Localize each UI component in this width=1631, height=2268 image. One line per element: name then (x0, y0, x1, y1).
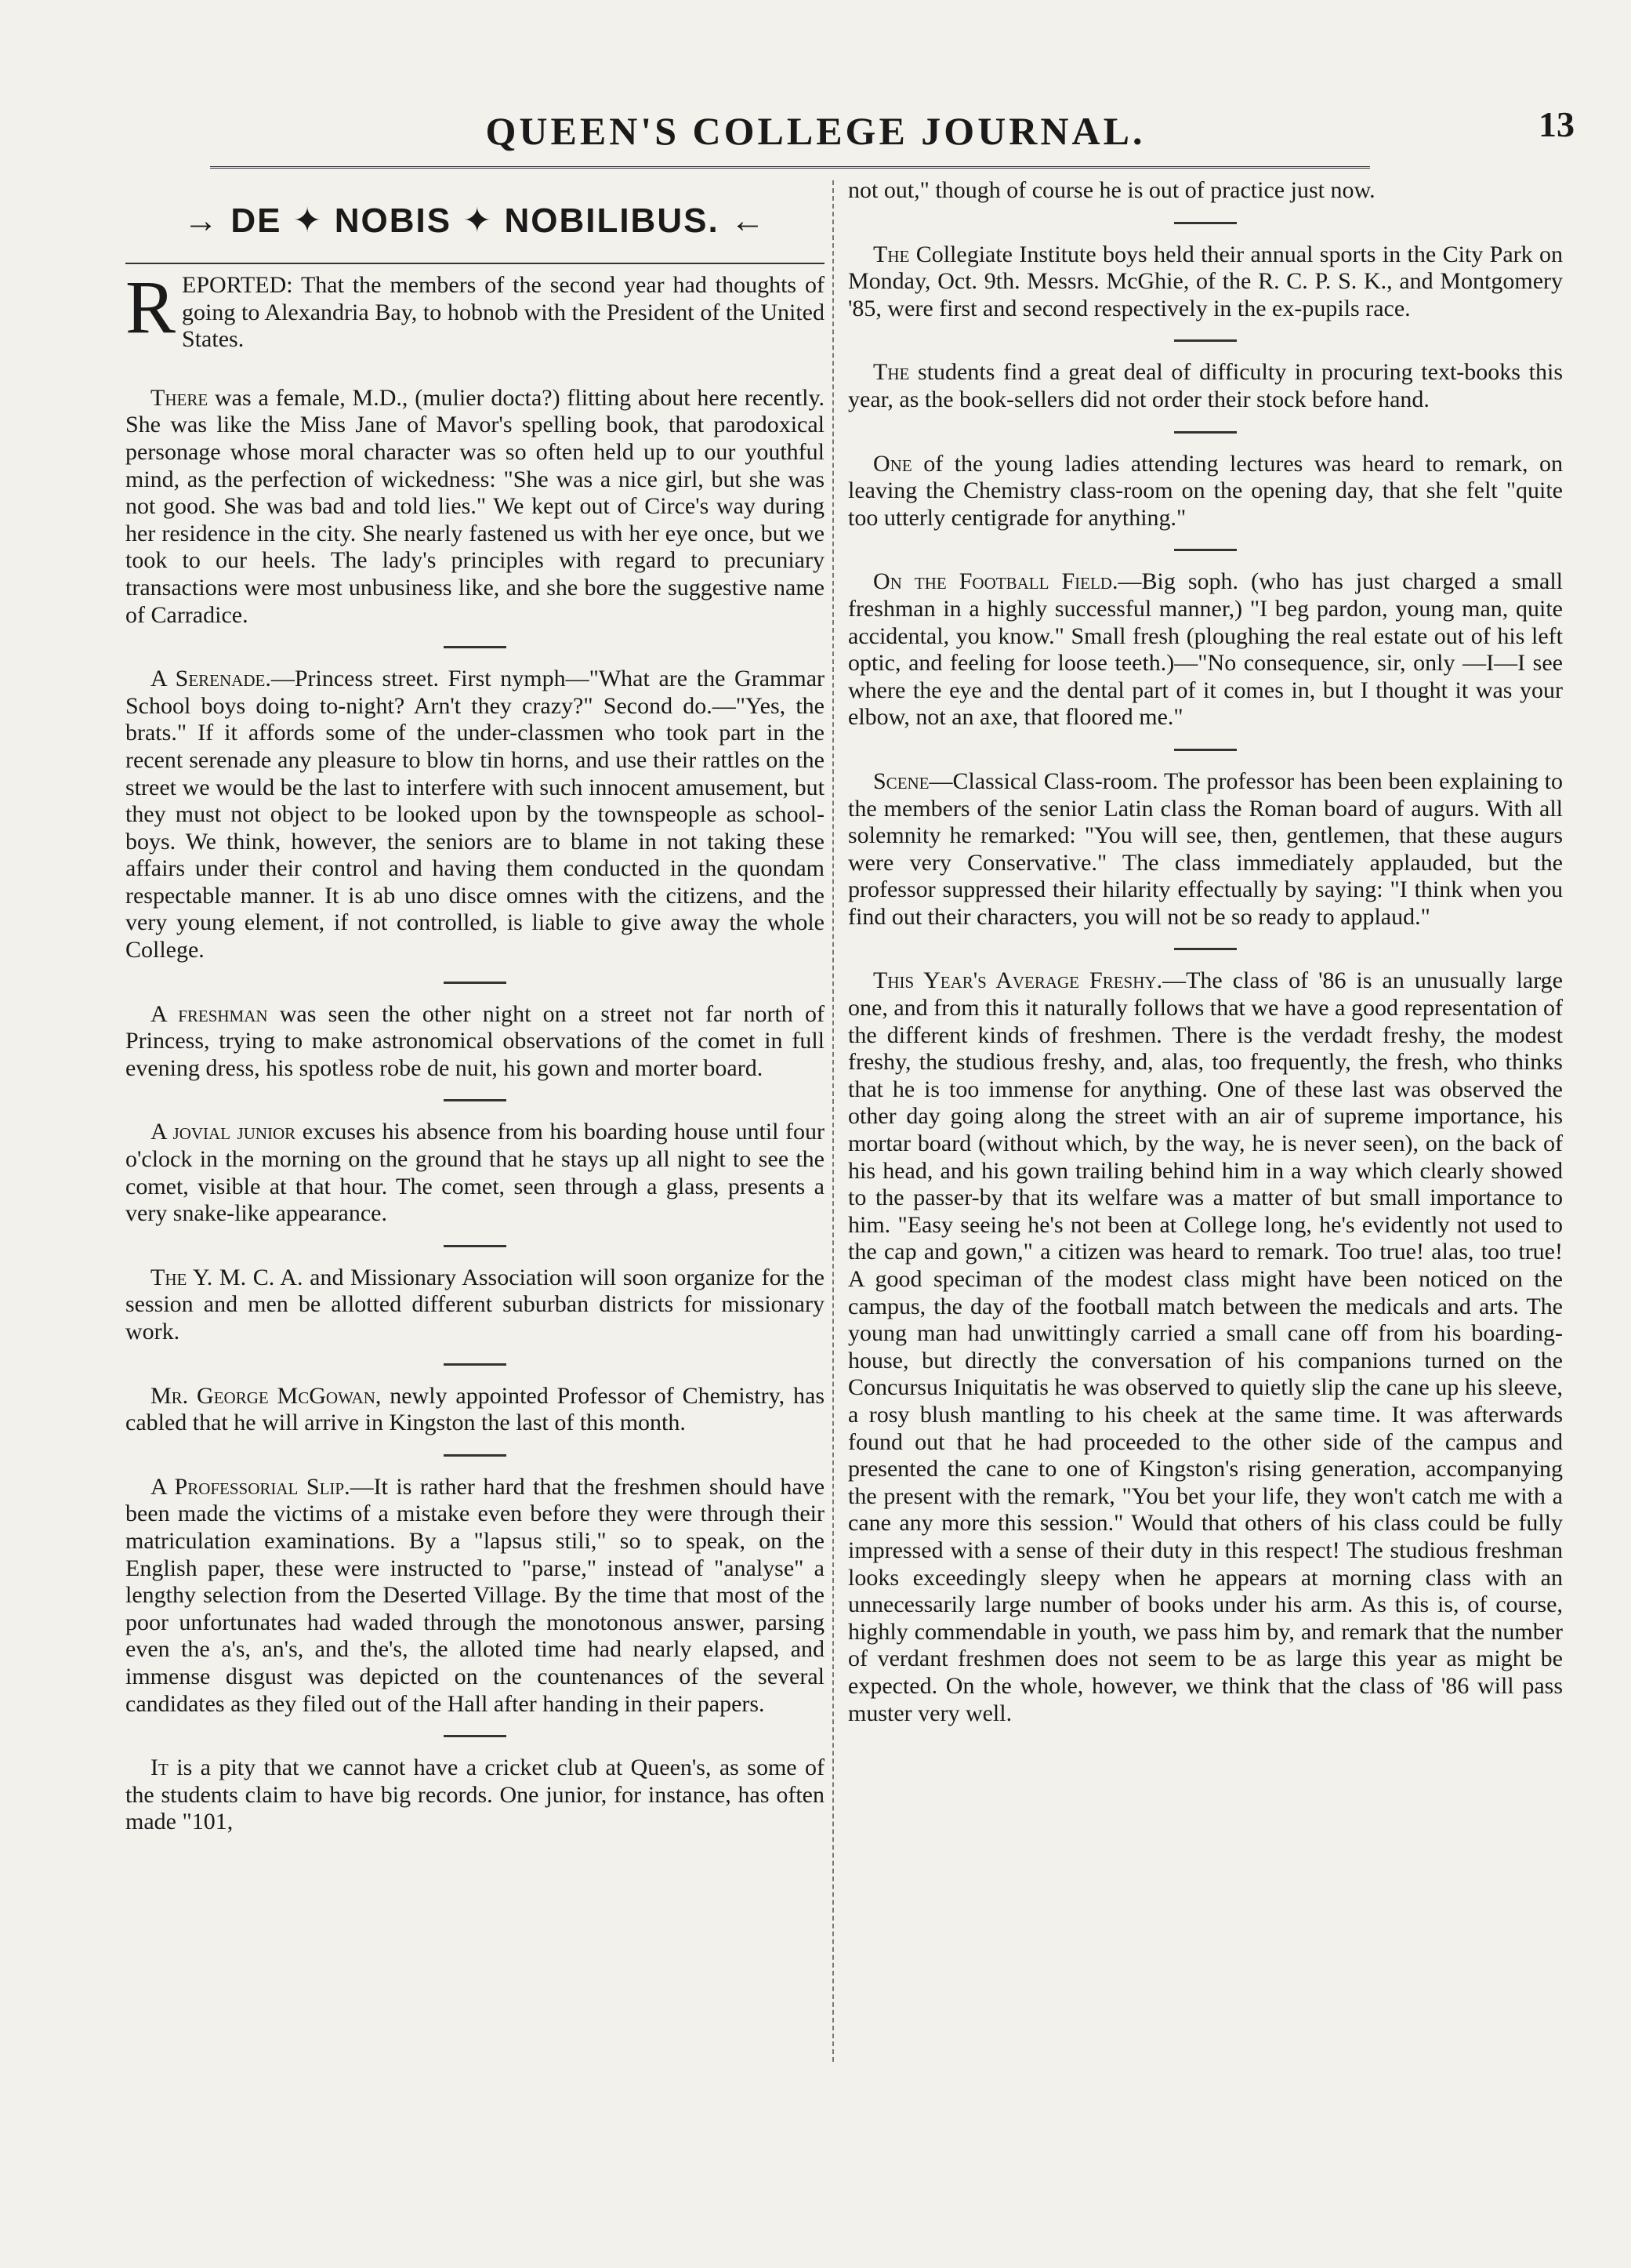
paragraph-text: —It is rather hard that the freshmen should have been made the victims of a mistake even before they were through their matriculation examinations. By a "lapsus stili," so to speak, on the English paper, these were instructed to "parse," instead of "analyse" a lengthy selection from the Deserted Village. By the time that most of the poor unfortunates had waded through the monotonous answer, parsing even the a's, an's, and the's, the alloted time had nearly elapsed, and immense disgust was depicted on the countenances of the several candidates as they filed out of the Hall after handing in their papers. (125, 1473, 825, 1717)
item-separator (1174, 222, 1237, 224)
paragraph-lead: A jovial junior (150, 1119, 296, 1145)
paragraph-text: —Princess street. First nymph—"What are the Grammar School boys doing to-night? Arn't they crazy?" Second do.—"Yes, the brats." If it affords some of the under-classmen who took part in the recent serenade any pleasure to blow tin horns, and use their rattles on the street we would be the last to interfere with such innocent amusement, but they must not object to be looked upon by the townspeople as school-boys. We think, however, the seniors are to blame in not taking these affairs under their control and having them conducted in the quondam respectable manner. It is ab uno disce omnes with the citizens, and the very young element, if not controlled, is liable to give away the whole College. (125, 666, 825, 963)
paragraph-lead: One (873, 450, 912, 477)
paragraph-serenade (125, 666, 825, 964)
right-column (848, 177, 1563, 1727)
running-head: QUEEN'S COLLEGE JOURNAL. (485, 109, 1146, 153)
paragraph-lead: This Year's Average Freshy. (873, 967, 1163, 994)
paragraph-lead: Mr. George McGowan, (150, 1382, 382, 1409)
paragraph-text: is a pity that we cannot have a cricket club at Queen's, as some of the students claim to have big records. One junior, for instance, has often made "101, (125, 1755, 825, 1835)
item-separator (444, 1245, 506, 1247)
paragraph-average-freshy (848, 967, 1563, 1727)
paragraph-lead: A Professorial Slip. (150, 1473, 350, 1500)
item-separator (444, 646, 506, 648)
paragraph-young-ladies (848, 451, 1563, 532)
drop-cap: R (125, 265, 176, 349)
paragraph-lead: The (873, 241, 910, 267)
paragraph-lead: On the Football Field. (873, 568, 1118, 595)
paragraph-female-md (125, 385, 825, 629)
item-separator (1174, 431, 1237, 434)
paragraph-lead: Scene (873, 767, 930, 794)
header-rule (210, 166, 1370, 172)
left-column (125, 177, 825, 1836)
paragraph-text: was a female, M.D., (mulier docta?) flitting about here recently. She was like the Miss Jane of Mavor's spelling book, that parodoxical personage whose moral character was so often held up to our youthful mind, as the perfection of wickedness: "She was a nice girl, but she was not good. She was bad and told lies." We kept out of Circe's way during her residence in the city. She nearly fastened us with her eye once, but we took to our heels. The lady's principles with regard to precuniary transactions were most unbusiness like, and she bore the suggestive name of Carradice. (125, 384, 825, 628)
paragraph-text: newly appointed Professor of Chemistry, has cabled that he will arrive in Kingston the last of this month. (125, 1382, 825, 1436)
paragraph-lead: A freshman (150, 1000, 268, 1027)
paragraph-text-books (848, 359, 1563, 413)
paragraph-text: —The class of '86 is an unusually large one, and from this it naturally follows that we have a good representation of the different kinds of freshmen. There is the verdadt freshy, the modest freshy, the studious freshy, and, alas, too frequently, the fresh, who thinks that he is too immense for anything. One of these last was observed the other day going along the street with an air of supreme importance, his mortar board (without which, by the way, he is never seen), on the back of his head, and his gown trailing behind him in a way which clearly showed to the passer-by that its welfare was a matter of but small importance to him. "Easy seeing he's not been at College long, he's evidently not used to the cap and gown," a citizen was heard to remark. Too true! alas, too true! A good speciman of the modest class might have been noticed on the campus, the day of the football match between the medicals and arts. The young man had unwittingly carried a small cane off from his boarding-house, but directly the conversation of his companions turned on the Concursus Iniquitatis he was observed to quietly slip the cane up his sleeve, a rosy blush mantling to his cheek at the same time. It was afterwards found out that he had proceeded to the other side of the campus and presented the cane to one of Kingston's rising generation, accompanying the present with the remark, "You bet your life, they won't catch me with a cane any more this session." Would that others of his class could be fully impressed with a sense of their duty in this respect! The studious freshman looks exceedingly sleepy when he appears at morning class with an unnecessarily large number of books under his arm. As this is, of course, highly commendable in youth, we pass him by, and remark that the number of verdant freshmen does not seem to be as large this year as might be expected. On the whole, however, we think that the class of '86 will pass muster very well. (848, 967, 1563, 1726)
item-separator (1174, 749, 1237, 751)
paragraph-lead: There (150, 384, 208, 411)
paragraph-ymca (125, 1265, 825, 1346)
paragraph-lead: The (150, 1264, 187, 1290)
paragraph-professorial-slip (125, 1474, 825, 1718)
paragraph-reported (125, 265, 825, 354)
paragraph-text: Y. M. C. A. and Missionary Association will soon organize for the session and men be allotted different suburban districts for missionary work. (125, 1264, 825, 1344)
paragraph-text: of the young ladies attending lectures was heard to remark, on leaving the Chemistry class-room on the opening day, that she felt "quite too utterly centigrade for anything." (848, 450, 1563, 531)
paragraph-collegiate-sports (848, 241, 1563, 323)
spacer (125, 354, 825, 385)
paragraph-lead: The (873, 359, 910, 386)
item-separator (1174, 339, 1237, 342)
item-separator (444, 1363, 506, 1366)
paragraph-lead: It (150, 1755, 169, 1781)
item-separator (1174, 948, 1237, 950)
page-number: 13 (1539, 104, 1575, 144)
item-separator (444, 1735, 506, 1737)
column-divider (832, 180, 834, 2062)
section-title: → DE ✦ NOBIS ✦ NOBILIBUS. ← (183, 201, 767, 240)
paragraph-text: students find a great deal of difficulty in procuring text-books this year, as the book-sellers did not order their stock before hand. (848, 359, 1563, 412)
paragraph-text: excuses his absence from his boarding house until four o'clock in the morning on the ground that he stays up all night to see the comet, visible at that hour. The comet, seen through a glass, presents a very snake-like appearance. (125, 1119, 825, 1227)
item-separator (444, 1454, 506, 1457)
paragraph-text: —Big soph. (who has just charged a small freshman in a highly successful manner,) "I beg pardon, young man, quite accidental, you know." Small fresh (ploughing the real estate out of his left optic, and feeling for loose teeth.)—"No consequence, sir, only —I—I see where the eye and the dental part of it comes in, but I thought it was your elbow, not an axe, that floored me." (848, 568, 1564, 731)
paragraph-football-field (848, 568, 1563, 731)
paragraph-text: Collegiate Institute boys held their annual sports in the City Park on Monday, Oct. 9th. Messrs. McGhie, of the R. C. P. S. K., and Montgomery '85, were first and second respectively in the ex-pupils race. (848, 241, 1563, 321)
paragraph-cricket-club (125, 1755, 825, 1836)
paragraph-text: EPORTED: That the members of the second year had thoughts of going to Alexandria Bay, to hobnob with the President of the United States. (182, 272, 825, 353)
paragraph-jovial-junior (125, 1119, 825, 1227)
paragraph-text: not out," though of course he is out of practice just now. (848, 177, 1375, 203)
title-rule (125, 263, 825, 264)
paragraph-continuation (848, 177, 1563, 205)
paragraph-text: was seen the other night on a street not far north of Princess, trying to make astronomical observations of the comet in full evening dress, his spotless robe de nuit, his gown and morter board. (125, 1000, 825, 1081)
paragraph-text: —Classical Class-room. The professor has been been explaining to the members of the senior Latin class the Roman board of augurs. With all solemnity he remarked: "You will see, then, gentlemen, that these augurs were very Conservative." The class immediately applauded, but the professor suppressed their hilarity effectually by saying: "I think when you find out their characters, you will not be so ready to applaud." (848, 767, 1563, 930)
paragraph-classical-classroom (848, 768, 1563, 931)
paragraph-lead: A Serenade. (150, 666, 271, 692)
item-separator (444, 1099, 506, 1101)
item-separator (444, 982, 506, 984)
paragraph-freshman-comet (125, 1001, 825, 1083)
paragraph-mcgowan (125, 1383, 825, 1437)
item-separator (1174, 549, 1237, 551)
